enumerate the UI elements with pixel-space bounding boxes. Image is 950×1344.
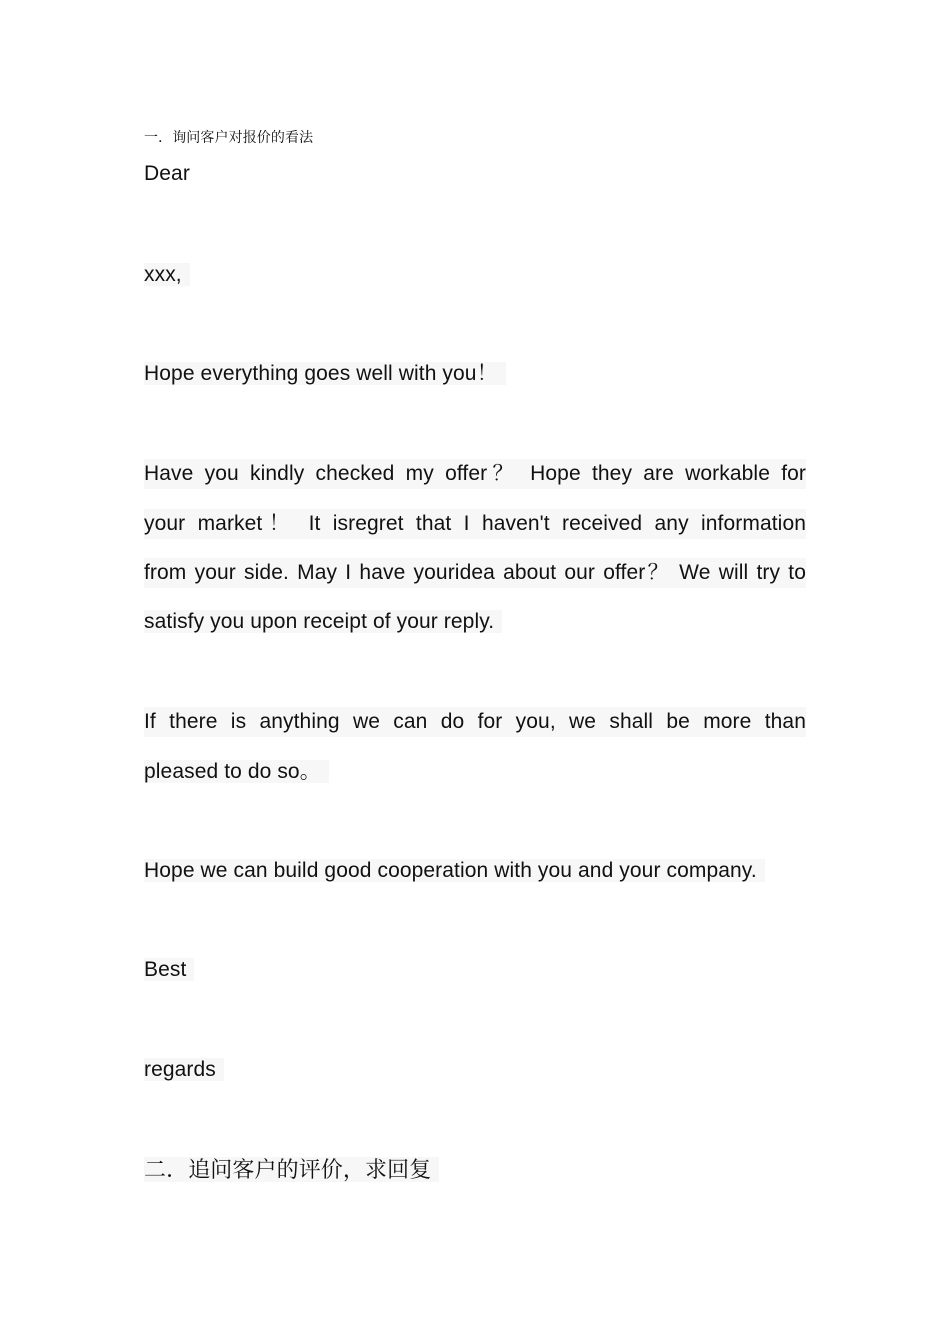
- paragraph-2-line-2: pleased to do so。: [144, 757, 329, 787]
- section-1-heading: 一．询问客户对报价的看法: [144, 129, 314, 145]
- paragraph-1-line-1: Have you kindly checked my offer？ Hope they are workable for: [144, 459, 806, 489]
- opening-line: Hope everything goes well with you！: [144, 359, 506, 389]
- paragraph-1-line-2: your market！ It isregret that I haven't received any information: [144, 509, 806, 539]
- paragraph-1-line-3: from your side. May I have youridea about our offer？ We will try to: [144, 558, 806, 588]
- greeting: Dear: [144, 162, 190, 185]
- recipient-name: xxx,: [144, 260, 190, 290]
- signoff-best: Best: [144, 955, 194, 985]
- paragraph-1-line-4: satisfy you upon receipt of your reply.: [144, 607, 502, 637]
- section-2-heading: 二．追问客户的评价，求回复: [144, 1155, 439, 1185]
- closing-line: Hope we can build good cooperation with you and your company.: [144, 856, 765, 886]
- signoff-regards: regards: [144, 1055, 224, 1085]
- paragraph-2-line-1: If there is anything we can do for you, we shall be more than: [144, 707, 806, 737]
